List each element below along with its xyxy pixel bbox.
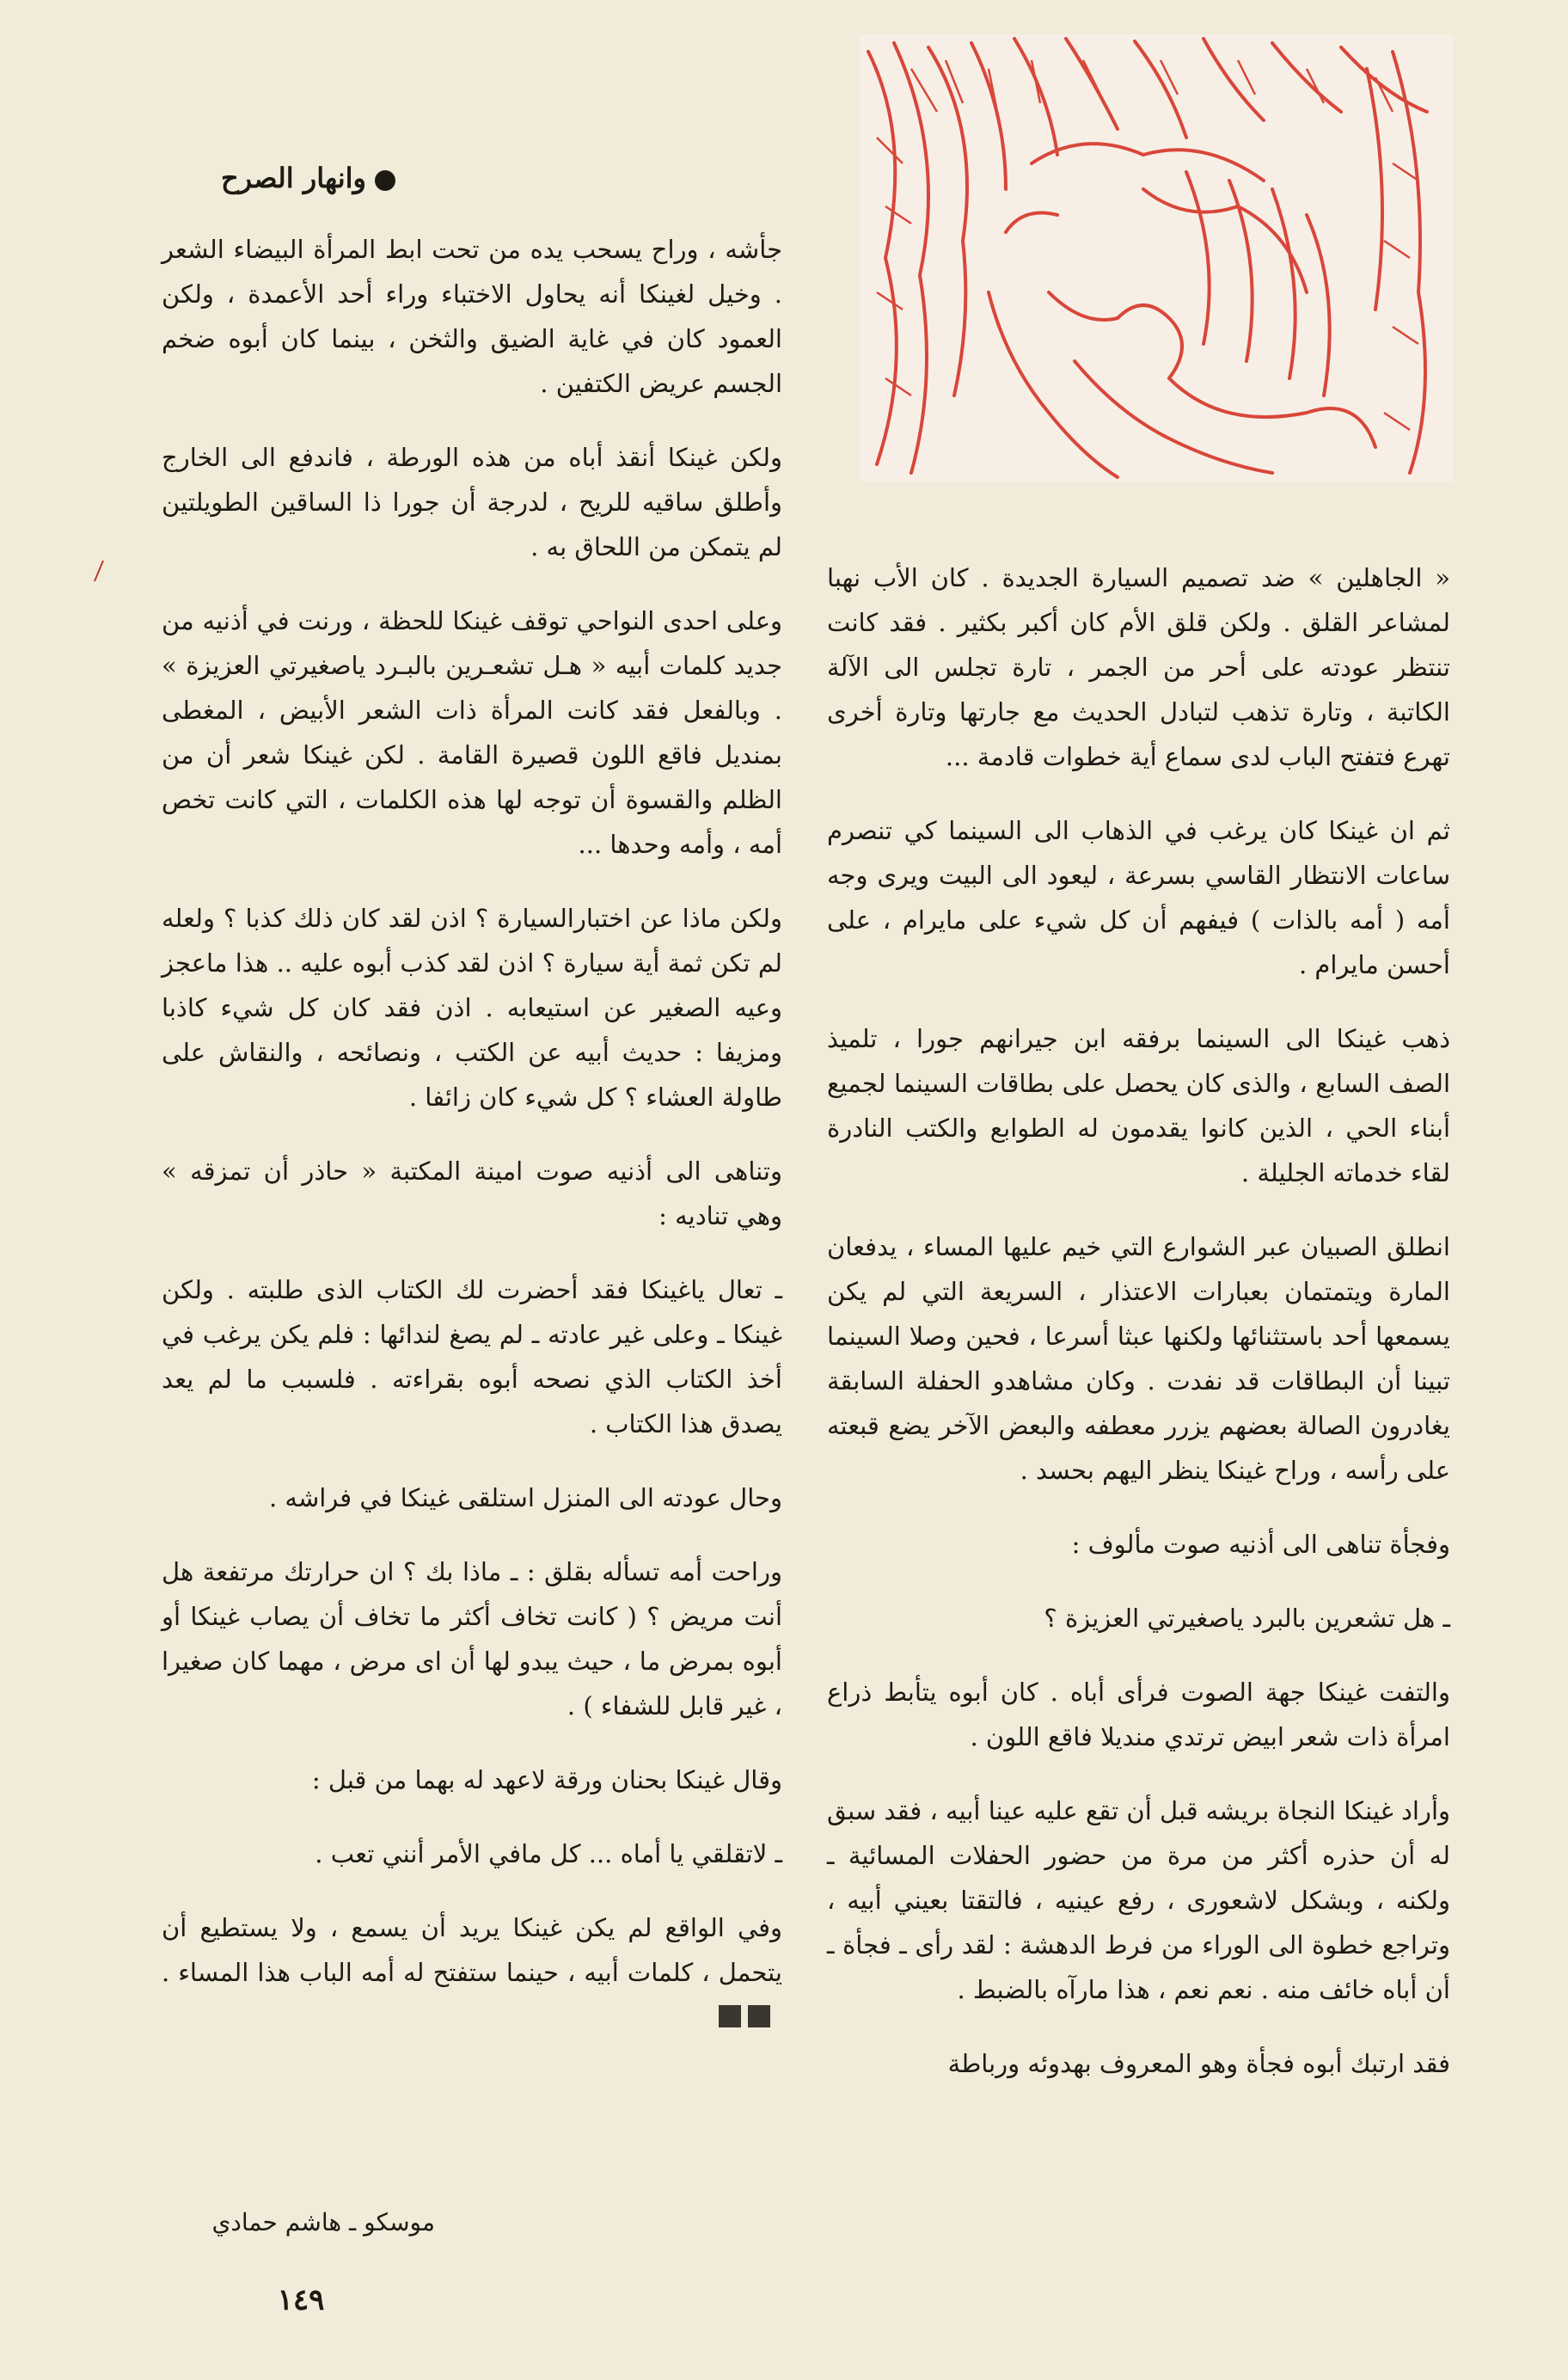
paragraph: جأشه ، وراح يسحب يده من تحت ابط المرأة البيضاء الشعر . وخيل لغينكا أنه يحاول الاختباء وراء أحد الأعمدة ، ولكن العمود كان في غاية الضيق والثخن ، بينما كان أبوه ضخم الجسم عريض الكتفين . — [162, 235, 782, 398]
paragraph: ـ تعال ياغينكا فقد أحضرت لك الكتاب الذى طلبته . ولكن غينكا ـ وعلى غير عادته ـ لم يصغ لندائها : فلم يكن يرغب في أخذ الكتاب الذي نصحه أبوه بقراءته . فلسبب ما لم يعد يصدق هذا الكتاب . — [162, 1275, 782, 1438]
paragraph: وفجأة تناهى الى أذنيه صوت مألوف : — [1071, 1530, 1450, 1559]
paragraph: ثم ان غينكا كان يرغب في الذهاب الى السينما كي تنصرم ساعات الانتظار القاسي بسرعة ، ليعود الى البيت ويرى وجه أمه ( أمه بالذات ) فيفهم أن كل شيء على مايرام ، على أحسن مايرام . — [827, 816, 1450, 979]
paragraph-final — [162, 1905, 782, 2041]
paragraph: ـ هل تشعرين بالبرد ياصغيرتي العزيزة ؟ — [1044, 1604, 1450, 1633]
paragraph: انطلق الصبيان عبر الشوارع التي خيم عليها المساء ، يدفعان المارة ويتمتمان بعبارات الاعتذار ، السريعة التي لم يكن يسمعها أحد باستثنائها ولكنها عبثا أسرعا ، فحين وصلا السينما تبينا أن البطاقات قد نفدت . وكان مشاهدو الحفلة السابقة يغادرون الصالة بعضهم يزرر معطفه والبعض الآخر يضع قبعته على رأسه ، وراح غينكا ينظر اليهم بحسد . — [827, 1232, 1450, 1485]
illustration-man-covering-face — [860, 34, 1453, 482]
paragraph: وراحت أمه تسأله بقلق : ـ ماذا بك ؟ ان حرارتك مرتفعة هل أنت مريض ؟ ( كانت تخاف أكثر ما تخاف أن يصاب غينكا أو أبوه بمرض ما ، حيث يبدو لها أن اى مرض ، مهما كان صغيرا ، غير قابل للشفاء ) . — [162, 1557, 782, 1721]
bullet-icon — [375, 170, 395, 191]
paragraph: والتفت غينكا جهة الصوت فرأى أباه . كان أبوه يتأبط ذراع امرأة ذات شعر ابيض ترتدي منديلا فاقع اللون . — [827, 1678, 1450, 1751]
paragraph: ذهب غينكا الى السينما برفقه ابن جيرانهم جورا ، تلميذ الصف السابع ، والذى كان يحصل على بطاقات السينما لجميع أبناء الحي ، الذين كانوا يقدمون له الطوابع والكتب النادرة لقاء خدماته الجليلة . — [827, 1024, 1450, 1187]
paragraph: وقال غينكا بحنان ورقة لاعهد له بهما من قبل : — [311, 1765, 782, 1794]
margin-pen-mark — [91, 559, 108, 585]
section-heading-text: وانهار الصرح — [220, 162, 366, 194]
paragraph: وعلى احدى النواحي توقف غينكا للحظة ، ورنت في أذنيه من جديد كلمات أبيه « هـل تشعـرين بالبـرد ياصغيرتي العزيزة » . وبالفعل فقد كانت المرأة ذات الشعر الأبيض ، المغطى بمنديل فاقع اللون قصيرة القامة . لكن غينكا شعر أن من الظلم والقسوة أن توجه لها هذه الكلمات ، التي كانت تخص أمه ، وأمه وحدها ... — [162, 606, 782, 859]
paragraph: وتناهى الى أذنيه صوت امينة المكتبة « حاذر أن تمزقه » وهي تناديه : — [162, 1156, 782, 1230]
left-column — [162, 227, 782, 2070]
paragraph: فقد ارتبك أبوه فجأة وهو المعروف بهدوئه ورباطة — [947, 2049, 1450, 2078]
paragraph: وحال عودته الى المنزل استلقى غينكا في فراشه . — [268, 1483, 782, 1512]
section-heading — [172, 162, 395, 194]
end-of-article-marks — [712, 1997, 770, 2041]
paragraph: ولكن غينكا أنقذ أباه من هذه الورطة ، فاندفع الى الخارج وأطلق ساقيه للريح ، لدرجة أن جورا ذا الساقين الطويلتين لم يتمكن من اللحاق به . — [162, 443, 782, 561]
paragraph: ولكن ماذا عن اختبارالسيارة ؟ اذن لقد كان ذلك كذبا ؟ ولعله لم تكن ثمة أية سيارة ؟ اذن لقد كذب أبوه عليه .. هذا ماعجز وعيه الصغير عن استيعابه . اذن فقد كان كل شيء كاذبا ومزيفا : حديث أبيه عن الكتب ، ونصائحه ، والنقاش على طاولة العشاء ؟ كل شيء كان زائفا . — [162, 904, 782, 1112]
paragraph: « الجاهلين » ضد تصميم السيارة الجديدة . كان الأب نهبا لمشاعر القلق . ولكن قلق الأم كان أكبر بكثير . فقد كانت تنتظر عودته على أحر من الجمر ، تارة تجلس الى الآلة الكاتبة ، وتارة تذهب لتبادل الحديث مع جارتها وتارة أخرى تهرع فتفتح الباب لدى سماع أية خطوات قادمة ... — [827, 563, 1450, 771]
paragraph-text: وفي الواقع لم يكن غينكا يريد أن يسمع ، ولا يستطيع أن يتحمل ، كلمات أبيه ، حينما ستفتح له أمه الباب هذا المساء . — [162, 1913, 782, 1987]
paragraph: ـ لاتقلقي يا أماه ... كل مافي الأمر أنني تعب . — [315, 1839, 782, 1868]
page-number: ١٤٩ — [277, 2283, 325, 2317]
paragraph: وأراد غينكا النجاة بريشه قبل أن تقع عليه عينا أبيه ، فقد سبق له أن حذره أكثر من مرة من حضور الحفلات المسائية ـ ولكنه ، وبشكل لاشعورى ، رفع عينيه ، فالتقتا بعيني أبيه ، وتراجع خطوة الى الوراء من فرط الدهشة : لقد رأى ـ فجأة ـ أن أباه خائف منه . نعم نعم ، هذا مارآه بالضبط . — [827, 1796, 1450, 2004]
author-byline: موسكو ـ هاشم حمادي — [211, 2208, 435, 2236]
right-column — [827, 555, 1450, 2115]
